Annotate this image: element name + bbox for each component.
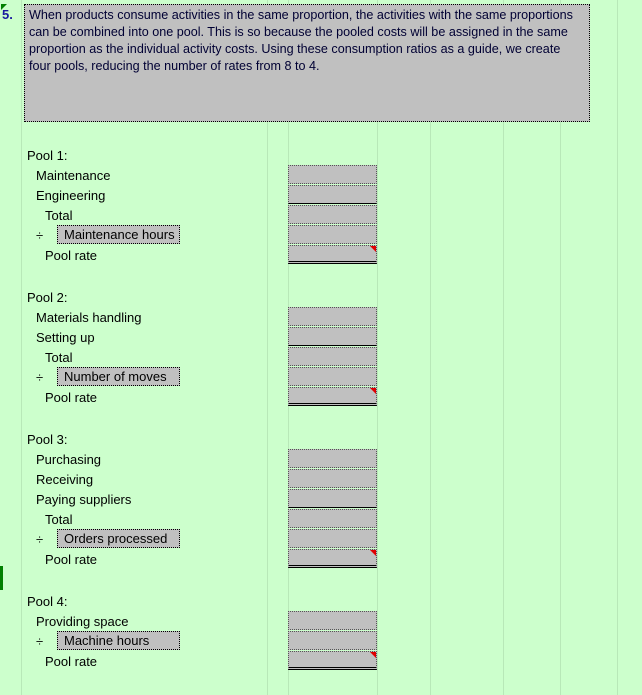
pool-3-item-1-input[interactable] bbox=[288, 449, 377, 468]
row-selection-marker bbox=[0, 566, 3, 590]
pool-3-item-2: Receiving bbox=[36, 472, 94, 487]
question-prompt: When products consume activities in the same proportion, the activities with the same proportions can be combined into one pool. This is so because the pooled costs will be assigned in the same proportion as the individual activity costs. Using these consumption ratios as a guide, we create four pools, reducing the number of rates from 8 to 4. bbox=[24, 4, 590, 122]
comment-marker-icon bbox=[370, 550, 376, 556]
pool-3-total-label: Total bbox=[45, 512, 73, 527]
pool-4-item-1: Providing space bbox=[36, 614, 129, 629]
pool-2-total-label: Total bbox=[45, 350, 73, 365]
comment-marker-icon bbox=[370, 652, 376, 658]
pool-2-basis-input[interactable]: Number of moves bbox=[57, 367, 180, 386]
pool-1-total-label: Total bbox=[45, 208, 73, 223]
pool-3-basis-input[interactable]: Orders processed bbox=[57, 529, 180, 548]
pool-1-basis-value-input[interactable] bbox=[288, 225, 377, 244]
pool-2-rate-label: Pool rate bbox=[45, 390, 98, 405]
divide-icon: ÷ bbox=[36, 370, 44, 385]
pool-3-total-input[interactable] bbox=[288, 509, 377, 528]
pool-1-rate-label: Pool rate bbox=[45, 248, 98, 263]
pool-3-item-2-input[interactable] bbox=[288, 469, 377, 488]
pool-1-item-2: Engineering bbox=[36, 188, 106, 203]
gridline bbox=[617, 0, 618, 695]
pool-1-item-2-input[interactable] bbox=[288, 185, 377, 204]
pool-1-rate-input[interactable] bbox=[288, 245, 377, 264]
comment-marker-icon bbox=[370, 388, 376, 394]
pool-3-item-3-input[interactable] bbox=[288, 489, 377, 508]
question-number: 5. bbox=[2, 7, 13, 22]
pool-2-item-1-input[interactable] bbox=[288, 307, 377, 326]
pool-2-item-1: Materials handling bbox=[36, 310, 142, 325]
gridline bbox=[21, 0, 22, 695]
pool-2-rate-input[interactable] bbox=[288, 387, 377, 406]
pool-4-rate-label: Pool rate bbox=[45, 654, 98, 669]
pool-3-item-1: Purchasing bbox=[36, 452, 102, 467]
pool-2-item-2-input[interactable] bbox=[288, 327, 377, 346]
pool-4-basis-value-input[interactable] bbox=[288, 631, 377, 650]
pool-3-basis-value-input[interactable] bbox=[288, 529, 377, 548]
pool-4-item-1-input[interactable] bbox=[288, 611, 377, 630]
divide-icon: ÷ bbox=[36, 634, 44, 649]
pool-2-total-input[interactable] bbox=[288, 347, 377, 366]
divide-icon: ÷ bbox=[36, 532, 44, 547]
pool-1-item-1-input[interactable] bbox=[288, 165, 377, 184]
pool-4-basis-input[interactable]: Machine hours bbox=[57, 631, 180, 650]
comment-marker-icon bbox=[370, 246, 376, 252]
pool-3-title: Pool 3: bbox=[27, 432, 68, 447]
pool-3-item-3: Paying suppliers bbox=[36, 492, 132, 507]
pool-4-rate-input[interactable] bbox=[288, 651, 377, 670]
pool-4-title: Pool 4: bbox=[27, 594, 68, 609]
pool-1-title: Pool 1: bbox=[27, 148, 68, 163]
pool-2-title: Pool 2: bbox=[27, 290, 68, 305]
pool-1-total-input[interactable] bbox=[288, 205, 377, 224]
divide-icon: ÷ bbox=[36, 228, 44, 243]
pool-1-item-1: Maintenance bbox=[36, 168, 111, 183]
pool-3-rate-input[interactable] bbox=[288, 549, 377, 568]
pool-1-basis-input[interactable]: Maintenance hours bbox=[57, 225, 180, 244]
pool-3-rate-label: Pool rate bbox=[45, 552, 98, 567]
pool-2-item-2: Setting up bbox=[36, 330, 95, 345]
pool-2-basis-value-input[interactable] bbox=[288, 367, 377, 386]
